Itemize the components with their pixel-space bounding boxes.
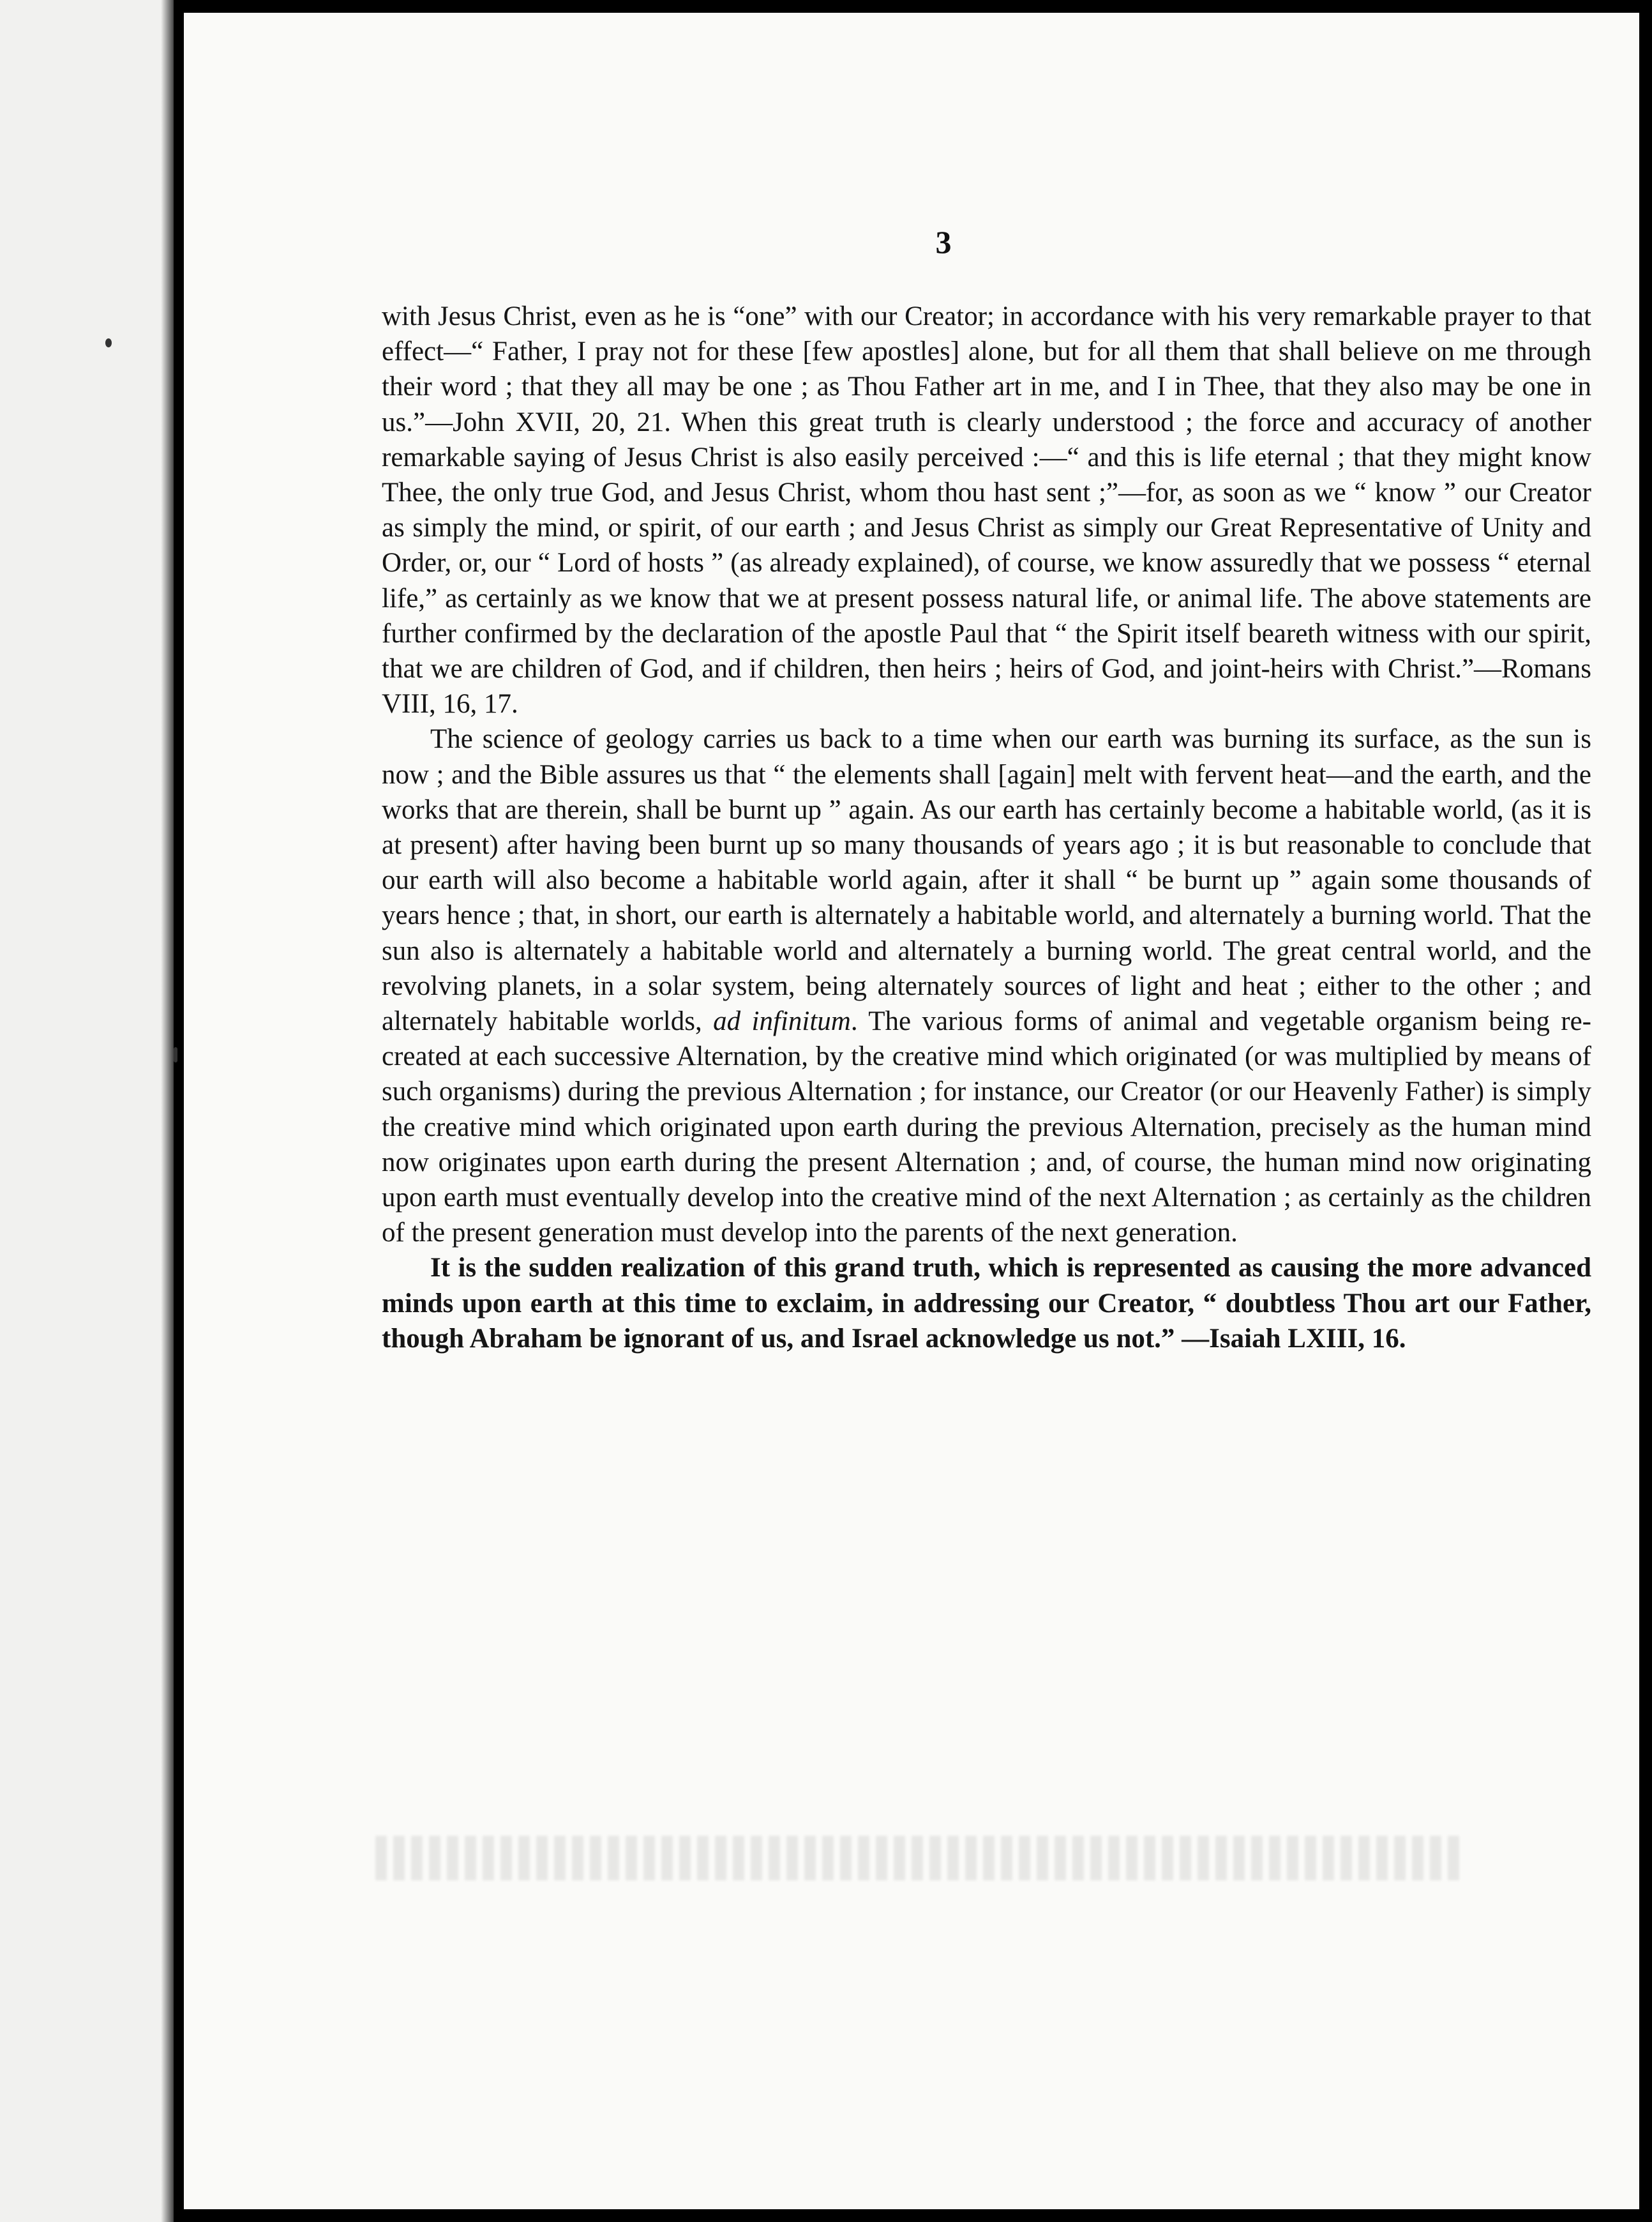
edge-mark xyxy=(105,338,112,347)
body-text xyxy=(382,299,1591,1356)
show-through xyxy=(375,1836,1461,1880)
page-number: 3 xyxy=(935,224,952,260)
paragraph-3-text: It is the sudden realization of this grand truth, which is represented as causing the more advanced minds upon earth at this time to exclaim, in addressing our Creator, “ doubtless Thou art our Father, though Abraham be ignorant of us, and Israel acknowledge us not.” —Isaiah LXIII, 16. xyxy=(382,1253,1591,1354)
paragraph-2-italic: ad infinitum xyxy=(713,1006,851,1037)
paragraph-1-text: with Jesus Christ, even as he is “one” with our Creator; in accordance with his very remarkable prayer to that effect—“ Father, I pray not for these [few apostles] alone, but for all them that shall believe on me through their word ; that they all may be one ; as Thou Father art in me, and I in Thee, that they also may be one in us.”—John XVII, 20, 21. When this great truth is clearly understood ; the force and accuracy of another remarkable saying of Jesus Christ is also easily perceived :—“ and this is life eternal ; that they might know Thee, the only true God, and Jesus Christ, whom thou hast sent ;”—for, as soon as we “ know ” our Creator as simply the mind, or spirit, of our earth ; and Jesus Christ as simply our Great Representative of Unity and Order, or, our “ Lord of hosts ” (as already explained), of course, we know assuredly that we possess “ eternal life,” as certainly as we know that we at present possess natural life, or animal life. The above statements are further confirmed by the declaration of the apostle Paul that “ the Spirit itself beareth witness with our spirit, that we are children of God, and if children, then heirs ; heirs of God, and joint-heirs with Christ.”—Romans VIII, 16, 17. xyxy=(382,301,1591,720)
paragraph-3 xyxy=(382,1250,1591,1356)
paragraph-2 xyxy=(382,722,1591,1250)
edge-mark xyxy=(174,1047,177,1062)
paragraph-2-text-end: . The various forms of animal and vegetable organism being re-created at each successive Alternation, by the creative mind which originated (or was multiplied by means of such organisms) during the previous Alternation ; for instance, our Creator (or our Heavenly Father) is simply the creative mind which originated upon earth during the previous Alternation, precisely as the human mind now originates upon earth during the present Alternation ; and, of course, the human mind now originating upon earth must eventually develop into the creative mind of the next Alternation ; as certainly as the children of the present generation must develop into the parents of the next generation. xyxy=(382,1006,1591,1248)
paragraph-1 xyxy=(382,299,1591,722)
left-page-edge xyxy=(0,0,174,2222)
document-page xyxy=(184,13,1639,2209)
paragraph-2-text: The science of geology carries us back to a time when our earth was burning its surface, as the sun is now ; and the Bible assures us that “ the elements shall [again] melt with fervent heat—and the earth, and the works that are therein, shall be burnt up ” again. As our earth has certainly become a habitable world, (as it is at present) after having been burnt up so many thousands of years ago ; it is but reasonable to conclude that our earth will also become a habitable world again, after it shall “ be burnt up ” again some thousands of years hence ; that, in short, our earth is alternately a habitable world, and alternately a burning world. That the sun also is alternately a habitable world and alternately a burning world. The great central world, and the revolving planets, in a solar system, being alternately sources of light and heat ; either to the other ; and alternately habitable worlds, xyxy=(382,724,1591,1037)
